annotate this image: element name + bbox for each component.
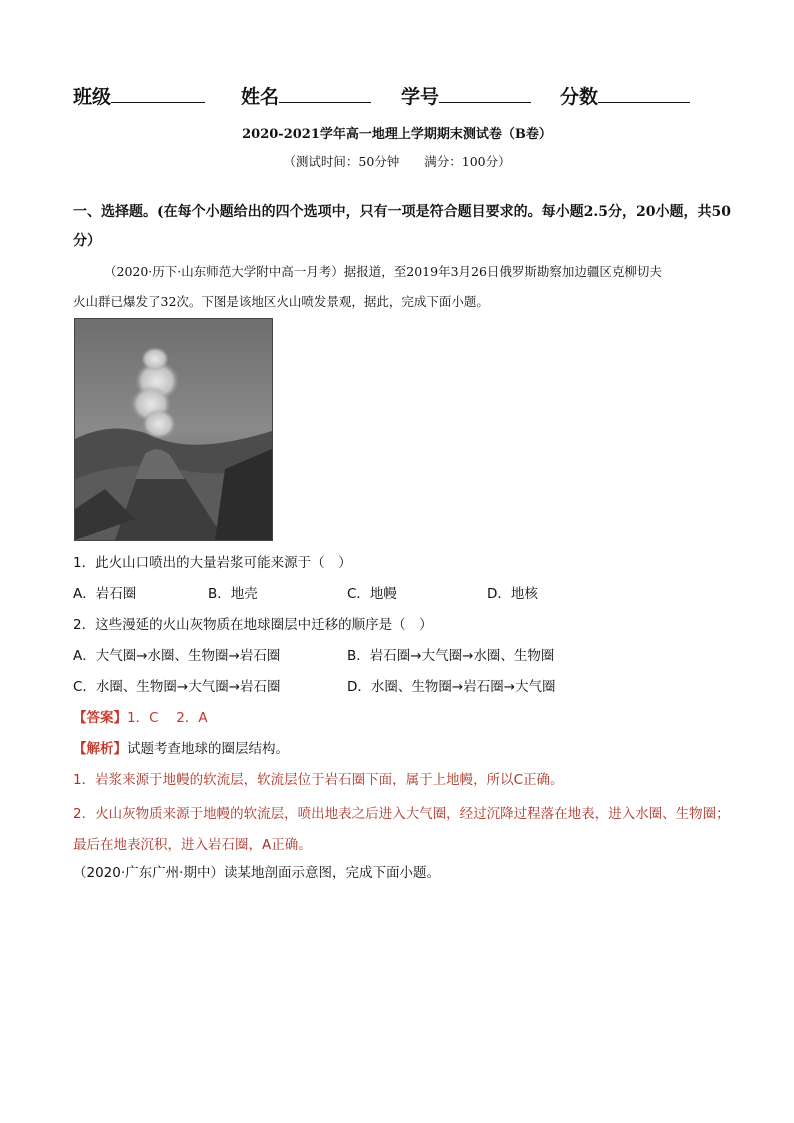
analysis-block: [73, 737, 289, 757]
score-field[interactable]: [560, 82, 690, 109]
volcano-photo: [74, 318, 273, 541]
name-label: 姓名: [241, 86, 280, 108]
student-id-field[interactable]: [401, 82, 531, 109]
question-1-stem: 1．此火山口喷出的大量岩浆可能来源于（ ）: [73, 555, 352, 571]
q1-option-a[interactable]: A．岩石圈: [73, 586, 137, 602]
answer-block: [73, 706, 208, 726]
score-blank[interactable]: [598, 84, 690, 103]
question-2-stem: 2．这些漫延的火山灰物质在地球圈层中迁移的顺序是（ ）: [73, 617, 433, 633]
exam-subtitle: （测试时间：50分钟 满分：100分）: [283, 154, 511, 169]
class-field[interactable]: [73, 82, 205, 109]
explanation-1: 1．岩浆来源于地幔的软流层，软流层位于岩石圈下面，属于上地幔，所以C正确。: [73, 772, 564, 788]
class-label: 班级: [73, 86, 112, 108]
q2-option-b[interactable]: B．岩石圈→大气圈→水圈、生物圈: [347, 648, 555, 664]
score-label: 分数: [560, 86, 599, 108]
passage-1-line-1: （2020·历下·山东师范大学附中高一月考）据报道，至2019年3月26日俄罗斯勘察加边疆区克柳切夫: [104, 264, 662, 279]
class-blank[interactable]: [111, 84, 205, 103]
q2-option-d[interactable]: D．水圈、生物圈→岩石圈→大气圈: [347, 679, 556, 695]
passage-2: （2020·广东广州·期中）读某地剖面示意图，完成下面小题。: [73, 865, 440, 881]
analysis-text: 试题考查地球的圈层结构。: [127, 741, 289, 757]
student-id-blank[interactable]: [439, 84, 531, 103]
name-blank[interactable]: [279, 84, 371, 103]
q2-option-a[interactable]: A．大气圈→水圈、生物圈→岩石圈: [73, 648, 281, 664]
explanation-2: 2．火山灰物质来源于地幔的软流层，喷出地表之后进入大气圈，经过沉降过程落在地表，进入水圈、生物圈；最后在地表沉积，进入岩石圈，A正确。: [73, 806, 730, 853]
exam-title: 2020-2021学年高一地理上学期期末测试卷（B卷）: [242, 127, 552, 142]
section-heading: 一、选择题。(在每个小题给出的四个选项中，只有一项是符合题目要求的。每小题2.5分，20小题，共50分）: [73, 204, 731, 249]
answer-text: 1．C 2．A: [127, 710, 208, 726]
analysis-tag: 【解析】: [73, 741, 127, 757]
name-field[interactable]: [241, 82, 371, 109]
answer-tag: 【答案】: [73, 710, 127, 726]
q1-option-b[interactable]: B．地壳: [208, 586, 258, 602]
passage-1-line-2: 火山群已爆发了32次。下图是该地区火山喷发景观，据此，完成下面小题。: [73, 294, 489, 309]
q1-option-c[interactable]: C．地幔: [347, 586, 397, 602]
student-id-label: 学号: [401, 86, 440, 108]
q2-option-c[interactable]: C．水圈、生物圈→大气圈→岩石圈: [73, 679, 281, 695]
q1-option-d[interactable]: D．地核: [487, 586, 538, 602]
